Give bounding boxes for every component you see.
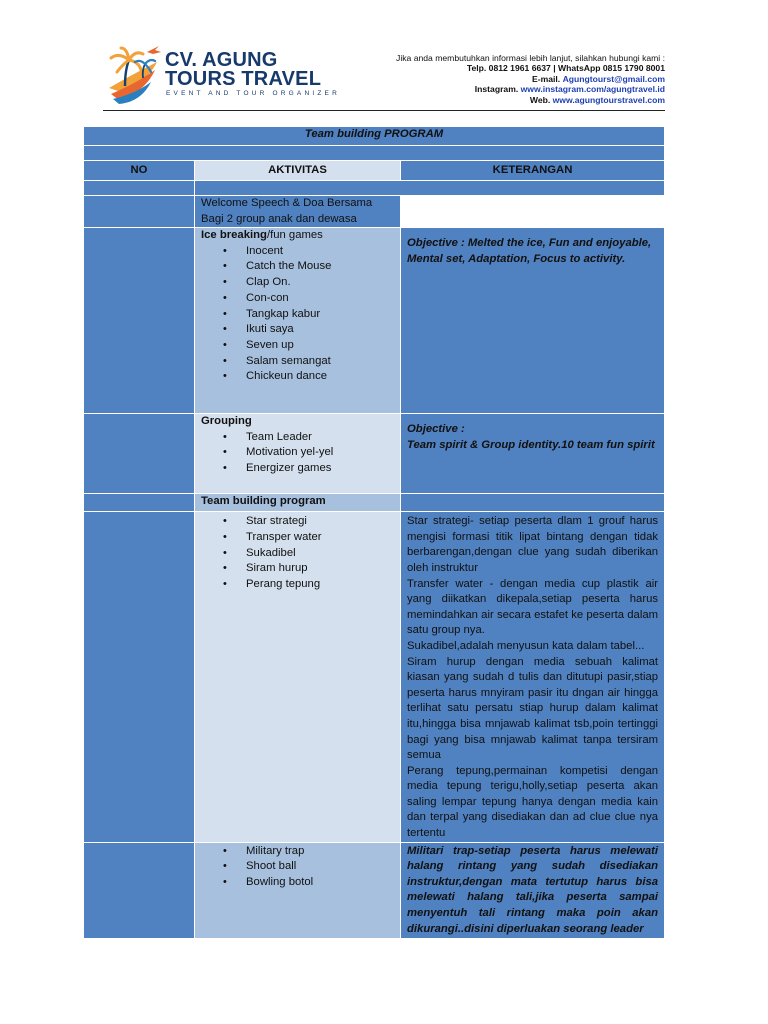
list-item: • Motivation yel-yel (223, 445, 394, 461)
military-cell (195, 842, 401, 938)
instagram-label: Instagram. (474, 84, 519, 95)
list-item: • Energizer games (223, 461, 394, 477)
list-item: • Inocent (223, 244, 394, 260)
web-link[interactable]: www.agungtourstravel.com (552, 94, 665, 105)
list-item: • Tangkap kabur (223, 307, 394, 323)
grouping-list (201, 430, 394, 477)
table-title: Team building PROGRAM (84, 127, 665, 146)
header-row (84, 161, 665, 181)
desc-paragraph: Star strategi- setiap peserta dlam 1 grouf harus mengisi formasi titik lipat bintang dengan tidak berbarengan,dengan clue yang sudah diberikan oleh instruktur (407, 515, 659, 574)
grouping-cell (195, 414, 401, 494)
list-item: • Siram hurup (223, 561, 394, 577)
list-item: • Bowling botol (223, 875, 394, 891)
table-row (84, 842, 665, 938)
table-row (84, 494, 665, 512)
welcome-cell (195, 196, 401, 228)
team-building-list (201, 514, 394, 593)
title-row (84, 127, 665, 146)
grouping-heading: Grouping (201, 415, 252, 428)
list-item: • Con-con (223, 291, 394, 307)
list-item: • Sukadibel (223, 546, 394, 562)
team-building-desc (401, 512, 665, 842)
grouping-objective: Team spirit & Group identity.10 team fun spirit (407, 438, 655, 451)
header-divider (103, 110, 665, 111)
email-label: E-mail. (531, 73, 561, 84)
military-desc: Militari trap-setiap peserta harus melewati halang rintang yang sudah disediakan instruktur,dengan mata tertutup harus bisa melewati halang tali,jika peserta sampai menyentuh tali rintang maka poin akan dikurangi..disini diperluakan seorang leader (401, 842, 665, 938)
company-name-line2: TOURS TRAVEL (165, 68, 322, 90)
desc-paragraph: Transfer water - dengan media cup plastik air yang diikatkan dikepala,setiap peserta harus memindahkan air secara estafet ke peserta dalam satu group nya. (407, 577, 659, 637)
list-item: • Shoot ball (223, 859, 394, 875)
desc-paragraph: Perang tepung,permainan kompetisi dengan media tepung terigu,holly,setiap peserta akan saling lempar tepung hanya dengan media kain dan terpal yang disediakan dan ad clue clue nya tertentu (407, 764, 659, 840)
web-label: Web. (529, 94, 551, 105)
list-item: • Salam semangat (223, 354, 394, 370)
list-item: • Ikuti saya (223, 322, 394, 338)
icebreak-heading-rest: /fun games (266, 229, 323, 242)
list-item: • Catch the Mouse (223, 259, 394, 275)
header-no: NO (84, 161, 195, 181)
contact-intro: Jika anda membutuhkan informasi lebih lanjut, silahkan hubungi kami : (396, 53, 665, 63)
welcome-line1: Welcome Speech & Doa Bersama (201, 197, 373, 209)
spacer-row (84, 146, 665, 161)
icebreak-list (201, 244, 394, 385)
grouping-objective-label: Objective : (407, 423, 465, 436)
desc-paragraph: Siram hurup dengan media sebuah kalimat kiasan yang sudah d tulis dan ditutupi pasir,stiap peserta harus mnyiram pasir itu dngan air hingga terlihat satu persatu stiap hurup dalam kalimat itu,hingga bisa mnjawab kalimat tsb,poin tertinggi bagi yang bisa mnjawab kalimat tanpa tersiram semua (407, 655, 659, 762)
list-item: • Chickeun dance (223, 369, 394, 385)
spacer-row (84, 181, 665, 196)
program-table (83, 126, 665, 939)
instagram-link[interactable]: www.instagram.com/agungtravel.id (520, 84, 665, 95)
table-row (84, 512, 665, 842)
list-item: • Perang tepung (223, 577, 394, 593)
team-building-heading: Team building program (195, 494, 401, 512)
contact-block (396, 53, 665, 105)
list-item: • Military trap (223, 844, 394, 860)
company-name (165, 51, 321, 89)
email-link[interactable]: Agungtourst@gmail.com (562, 73, 665, 84)
list-item: • Team Leader (223, 430, 394, 446)
desc-paragraph: Sukadibel,adalah menyusun kata dalam tabel... (407, 639, 645, 652)
table-row (84, 414, 665, 494)
contact-phone: Telp. 0812 1961 6637 | WhatsApp 0815 1790 8001 (466, 63, 665, 74)
header-activity: AKTIVITAS (195, 161, 401, 181)
company-logo (105, 44, 165, 106)
list-item: • Clap On. (223, 275, 394, 291)
icebreak-heading: Ice breaking (201, 229, 267, 242)
welcome-line2: Bagi 2 group anak dan dewasa (201, 212, 357, 225)
table-row (84, 196, 665, 228)
company-name-line1: CV. AGUNG (165, 49, 278, 71)
team-building-cell (195, 512, 401, 842)
header-notes: KETERANGAN (401, 161, 665, 181)
list-item: • Seven up (223, 338, 394, 354)
icebreak-cell (195, 228, 401, 414)
table-row (84, 228, 665, 414)
list-item: • Star strategi (223, 514, 394, 530)
icebreak-objective: Objective : Melted the ice, Fun and enjoyable, Mental set, Adaptation, Focus to activity. (401, 228, 665, 414)
list-item: • Transper water (223, 530, 394, 546)
company-tagline: EVENT AND TOUR ORGANIZER (166, 90, 340, 97)
grouping-objective-cell (401, 414, 665, 494)
military-list (201, 844, 394, 891)
